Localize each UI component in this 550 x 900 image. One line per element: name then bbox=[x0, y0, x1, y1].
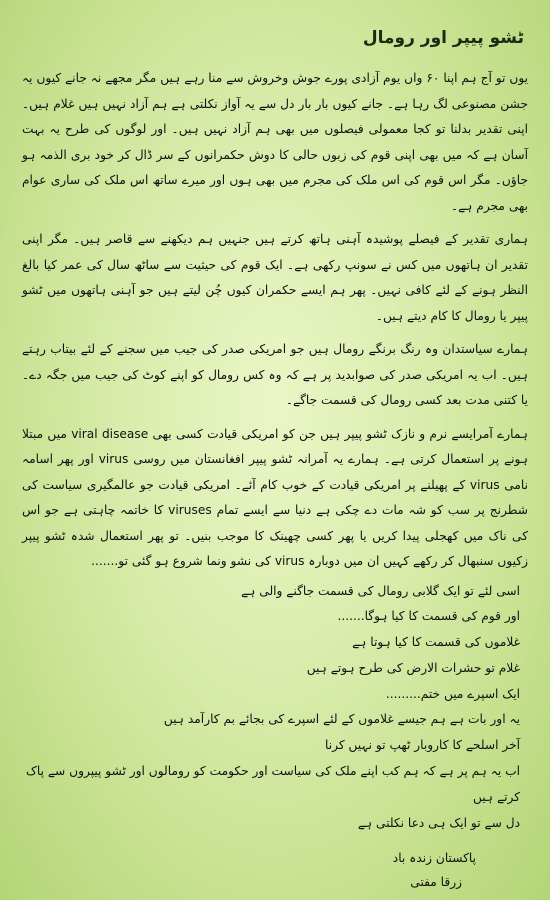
poem-line: اور قوم کی قسمت کا کیا ہوگا....... bbox=[337, 609, 520, 624]
author-signature: زرقا مفتی bbox=[410, 875, 462, 890]
poem-line: ایک اسپرے میں ختم......... bbox=[385, 686, 520, 701]
poem-line: آخر اسلحے کا کاروبار ٹھپ تو نہیں کرنا bbox=[325, 738, 520, 753]
paragraph-dictators: ہمارے آمرایسے نرم و نازک ٹشو پیپر ہیں جن کو امریکی قیادت کسی بھی viral disease میں مبتلا ہونے پر استعمال کرتی ہے۔ ہمارے یہ آمرانہ ٹشو پیپر افغانستان میں روسی virus اور پھر اسامہ نامی virus کے پھیلنے پر امریکی قیادت کے خوب کام آئے۔ امریکی قیادت جو عالمگیری سیاست کی شطرنج پر سب کو شہ مات دے چکی ہے دنیا سے ایسے تمام viruses کا خاتمہ چاہتی ہے جو اس کی ناک میں کھجلی پیدا کریں یا پھر کسی چھینک کا موجب بنیں۔ تو پھر استعمال شدہ ٹشو پیپر زکیوں سنبھال کر رکھے کہیں ان میں دوبارہ virus کی نشو ونما شروع ہو گئی تو....... bbox=[22, 426, 529, 568]
poem-line: غلام تو حشرات الارض کی طرح ہوتے ہیں bbox=[306, 660, 520, 675]
poem-line: دل سے تو ایک ہی دعا نکلتی ہے bbox=[357, 815, 520, 830]
closing-lines bbox=[22, 579, 528, 837]
poem-line: اب یہ ہم پر ہے کہ ہم کب اپنے ملک کی سیاست اور حکومت کو رومالوں اور ٹشو پیپروں سے پاک کرتے ہیں bbox=[26, 764, 520, 804]
article-title: ٹشو پیپر اور رومال bbox=[362, 28, 524, 48]
poem-line: یہ اور بات ہے ہم جیسے غلاموں کے لئے اسپرے کی بجائے بم کارآمد ہیں bbox=[163, 712, 520, 727]
paragraph-independence: یوں تو آج ہم اپنا ۶۰ واں یوم آزادی پورے جوش وخروش سے منا رہے ہیں مگر مجھے نہ جانے کیوں یہ جشن مصنوعی لگ رہا ہے۔ جانے کیوں بار بار دل سے یہ آواز نکلتی ہے ہم آزاد نہیں ہیں غلام ہیں۔ اپنی تقدیر بدلنا تو کجا معمولی فیصلوں میں بھی ہم آزاد نہیں ہیں۔ اور لوگوں کی طرح یہ بہت آسان ہے کہ میں بھی اپنی قوم کی زبوں حالی کا دوش حکمرانوں کے سر ڈال کر خود بری الذمہ ہو جاؤں۔ مگر اس قوم کی اس ملک کی مجرم میں بھی ہوں اور میرے ساتھ اس ملک کی ساری عوام بھی مجرم ہے۔ bbox=[22, 71, 529, 213]
paragraph-fate: ہماری تقدیر کے فیصلے پوشیدہ آہنی ہاتھ کرتے ہیں جنہیں ہم دیکھنے سے قاصر ہیں۔ مگر اپنی تقدیر ان ہاتھوں میں کس نے سونپ رکھی ہے۔ ایک قوم کی حیثیت سے ساٹھ سال کی عمر کیا بالغ النظر ہونے کے لئے کافی نہیں۔ پھر ہم ایسے حکمران کیوں چُن لیتے ہیں جو آہنی ہاتھوں میں ٹشو پیپر یا رومال کا کام دیتے ہیں۔ bbox=[22, 232, 528, 323]
signoff bbox=[22, 846, 528, 894]
paragraph-politicians: ہمارے سیاستدان وہ رنگ برنگے رومال ہیں جو امریکی صدر کی جیب میں سجنے کے لئے بیتاب رہتے ہیں۔ اب یہ امریکی صدر کی صوابدید پر ہے کہ وہ کس رومال کو اپنے کوٹ کی جیب میں جگہ دے۔ یا کتنی مدت بعد کسی رومال کی قسمت جاگے۔ bbox=[22, 342, 528, 407]
closing-slogan: پاکستان زندہ باد bbox=[392, 851, 476, 866]
poem-line: غلاموں کی قسمت کا کیا ہوتا ہے bbox=[352, 635, 520, 650]
poem-line: اسی لئے تو ایک گلابی رومال کی قسمت جاگنے والی ہے bbox=[241, 583, 520, 598]
